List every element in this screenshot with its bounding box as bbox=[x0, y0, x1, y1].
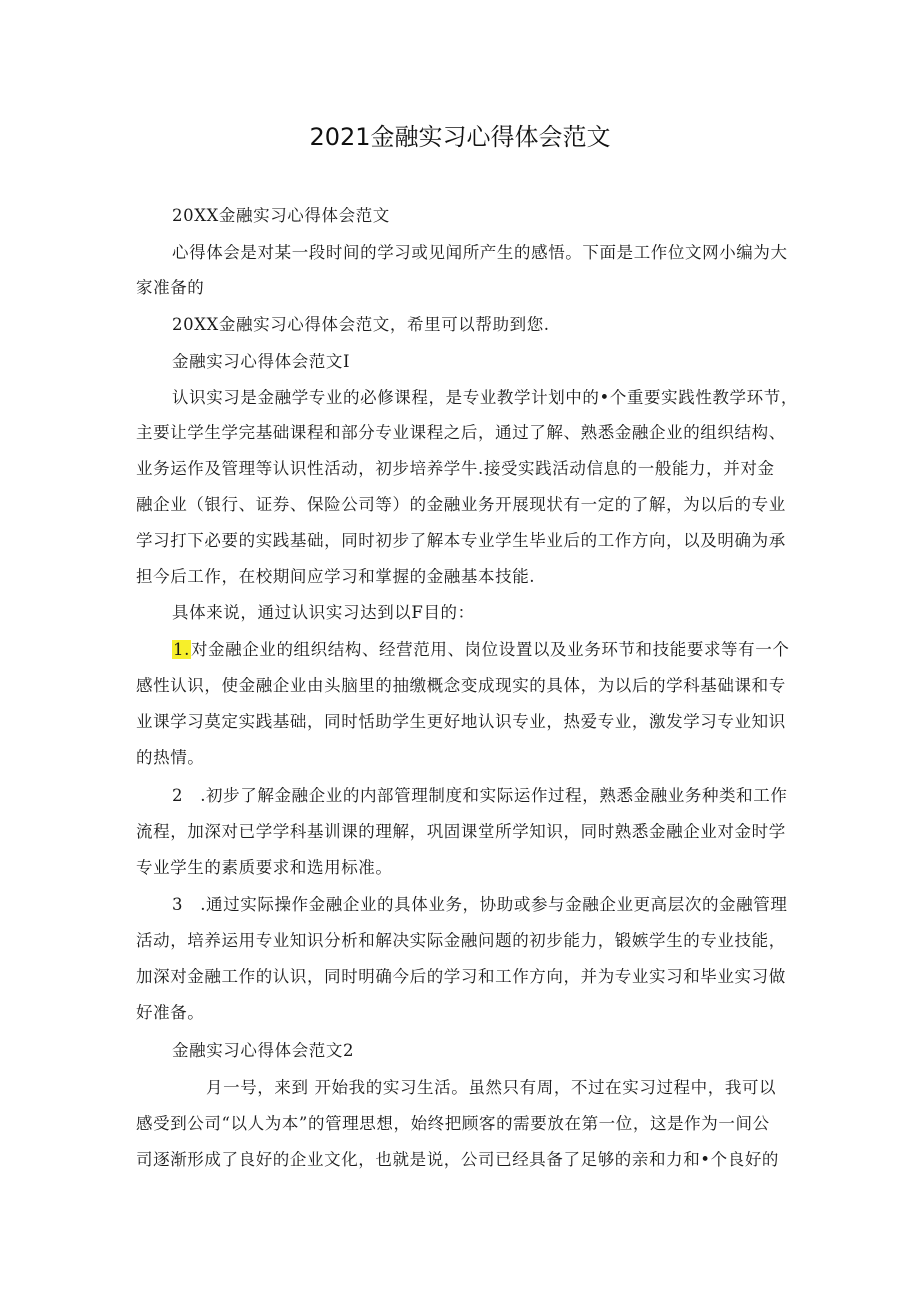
paragraph-line: 加深对金融工作的认识，同时明确今后的学习和工作方向，并为专业实习和毕业实习做 bbox=[136, 967, 786, 986]
paragraph-line: 具体来说，通过认识实习达到以F目的： bbox=[172, 603, 475, 622]
paragraph-line: 认识实习是金融学专业的必修课程，是专业教学计划中的•个重要实践性教学环节， bbox=[172, 388, 798, 407]
list-item-1-first-line bbox=[172, 638, 822, 662]
paragraph-line: 好准备。 bbox=[136, 1003, 205, 1022]
paragraph-line: 司逐渐形成了良好的企业文化，也就是说，公司已经具备了足够的亲和力和•个良好的 bbox=[136, 1150, 780, 1169]
document-title: 2021金融实习心得体会范文 bbox=[309, 123, 611, 151]
paragraph-line: 的热情。 bbox=[136, 748, 205, 767]
paragraph-line: 活动，培养运用专业知识分析和解决实际金融问题的初步能力，锻嫉学生的专业技能， bbox=[136, 931, 786, 950]
subtitle-line: 20XX金融实习心得体会范文 bbox=[172, 206, 390, 225]
list-item-2-first-line: 2 .初步了解金融企业的内部管理制度和实际运作过程，熟悉金融业务种类和工作 bbox=[172, 786, 788, 805]
paragraph-line: 心得体会是对某一段时间的学习或见闻所产生的感悟。下面是工作位文网小编为大 bbox=[172, 243, 788, 262]
paragraph-line: 融企业（银行、证券、保险公司等）的金融业务开展现状有一定的了解，为以后的专业 bbox=[136, 495, 786, 514]
section-heading: 金融实习心得体会范文2 bbox=[172, 1041, 355, 1060]
section-heading: 金融实习心得体会范文I bbox=[172, 352, 351, 371]
item-marker-highlight: 1. bbox=[173, 640, 190, 659]
list-item-3-first-line: 3 .通过实际操作金融企业的具体业务，协助或参与金融企业更高层次的金融管理 bbox=[172, 895, 788, 914]
paragraph-line: 20XX金融实习心得体会范文，希里可以帮助到您. bbox=[172, 315, 550, 334]
paragraph-line: 主要让学生学完基础课程和部分专业课程之后，通过了解、熟悉金融企业的组织结构、 bbox=[136, 423, 786, 442]
paragraph-line: 流程，加深对已学学科基训课的理解，巩固课堂所学知识，同时熟悉金融企业对金时学 bbox=[136, 822, 786, 841]
paragraph-line: 担今后工作，在校期间应学习和掌握的金融基本技能. bbox=[136, 567, 536, 586]
paragraph-line: 感受到公司“以人为本”的管理思想，始终把顾客的需要放在第一位，这是作为一间公 bbox=[136, 1114, 770, 1133]
paragraph-line: 业课学习莫定实践基础，同时恬助学生更好地认识专业，热爱专业，激发学习专业知识 bbox=[136, 712, 786, 731]
paragraph-line: 家准备的 bbox=[136, 278, 205, 297]
paragraph-line: 学习打下必要的实践基础，同时初步了解本专业学生毕业后的工作方向，以及明确为承 bbox=[136, 531, 786, 550]
paragraph-line: 感性认识，使金融企业由头脑里的抽缴概念变成现实的具体，为以后的学科基础课和专 bbox=[136, 676, 786, 695]
list-item-text: 对金融企业的组织结构、经营范用、岗位设置以及业务环节和技能要求等有一个 bbox=[190, 640, 790, 659]
paragraph-line: 月一号，来到 开始我的实习生活。虽然只有周，不过在实习过程中，我可以 bbox=[206, 1078, 777, 1097]
paragraph-line: 业务运作及管理等认识性活动，初步培养学牛.接受实践活动信息的一般能力，并对金 bbox=[136, 459, 775, 478]
paragraph-line: 专业学生的素质要求和选用标准。 bbox=[136, 858, 393, 877]
